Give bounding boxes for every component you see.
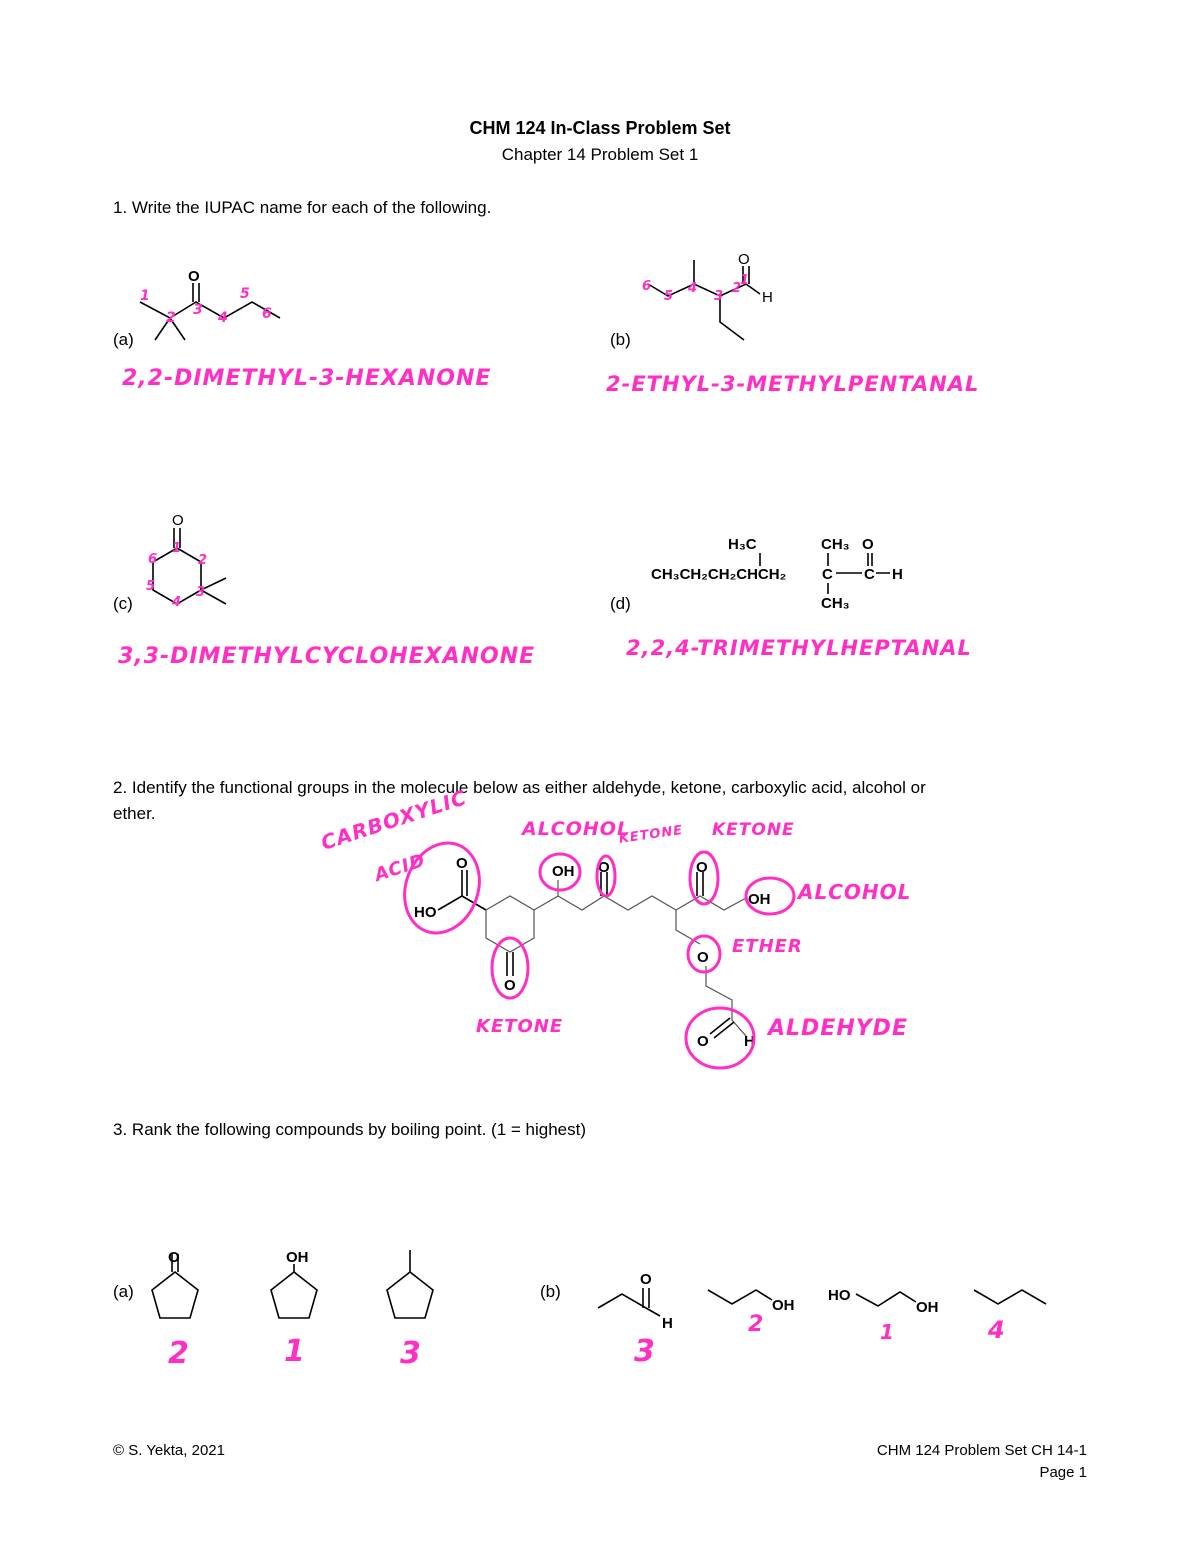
- atom-o: O: [640, 1271, 652, 1288]
- annotation-acid: ACID: [372, 849, 429, 886]
- question-number: 2.: [113, 778, 128, 797]
- annotation-alcohol-right: ALCOHOL: [798, 880, 912, 904]
- label-3a: (a): [113, 1282, 134, 1301]
- atom-ho: HO: [828, 1287, 851, 1304]
- atom-ch3-bottom: CH₃: [821, 595, 850, 612]
- footer-doc-id: CHM 124 Problem Set CH 14-1: [876, 1442, 1087, 1459]
- atom-chain: CH₃CH₂CH₂CHCH₂: [651, 566, 787, 583]
- bond-butane: [974, 1290, 1046, 1304]
- structure-1d: [651, 536, 903, 612]
- atom-o: O: [172, 512, 184, 529]
- atom-h: H: [744, 1033, 755, 1050]
- rank-3a-3: 3: [400, 1336, 422, 1371]
- bond-chain-2: [676, 896, 746, 910]
- bond-cyclopentanol-ring: [271, 1272, 317, 1318]
- rank-3a-2: 1: [284, 1334, 306, 1369]
- bond-ether-2: [706, 966, 746, 1036]
- rank-3b-1: 3: [634, 1334, 656, 1369]
- atom-o: O: [697, 949, 709, 966]
- atom-oh: OH: [286, 1249, 309, 1266]
- bond-cooh: [438, 870, 467, 910]
- structure-1a: [140, 268, 280, 340]
- bond-propanol: [708, 1290, 772, 1304]
- label-3b: (b): [540, 1282, 561, 1301]
- atom-o: O: [696, 859, 708, 876]
- bond-chain: [558, 896, 676, 910]
- carbon-number: 4: [172, 595, 182, 610]
- circle-carboxylic-acid: [392, 832, 491, 943]
- carbon-number: 5: [240, 286, 250, 302]
- answer-1d: 2,2,4-TRIMETHYLHEPTANAL: [626, 636, 972, 660]
- question-prompt: Write the IUPAC name for each of the following.: [131, 198, 492, 217]
- carbon-number: 6: [262, 306, 272, 322]
- atom-h: H: [892, 566, 903, 583]
- carbon-number: 1: [172, 541, 182, 556]
- structure-3a: [152, 1249, 433, 1318]
- question-number: 3.: [113, 1120, 128, 1139]
- answer-1b: 2-ETHYL-3-METHYLPENTANAL: [606, 372, 980, 396]
- carbon-number: 4: [218, 310, 228, 326]
- atom-oh: OH: [916, 1299, 939, 1316]
- carbon-number: 5: [664, 289, 674, 304]
- bond-propanal: [598, 1294, 660, 1316]
- annotation-ketone-top-2: KETONE: [712, 820, 795, 840]
- atom-oh: OH: [748, 891, 771, 908]
- bond-cyclopentanone-ring: [152, 1272, 198, 1318]
- atom-o: O: [188, 268, 200, 285]
- rank-3a-1: 2: [168, 1336, 190, 1371]
- bond-carbonyl: [193, 283, 199, 302]
- atom-oh: OH: [772, 1297, 795, 1314]
- carbon-number: 1: [140, 288, 150, 304]
- answer-1c: 3,3-DIMETHYLCYCLOHEXANONE: [118, 644, 536, 669]
- label-1b: (b): [610, 330, 631, 349]
- atom-o: O: [738, 251, 750, 268]
- atom-o: O: [456, 855, 468, 872]
- carbon-number: 6: [642, 279, 652, 294]
- carbon-number: 3: [193, 302, 203, 318]
- atom-h3c: H₃C: [728, 536, 757, 553]
- annotation-ketone-bottom: KETONE: [476, 1016, 564, 1037]
- page-subtitle: Chapter 14 Problem Set 1: [501, 145, 699, 164]
- question-prompt: Rank the following compounds by boiling point. (1 = highest): [131, 1120, 586, 1139]
- atom-o: O: [697, 1033, 709, 1050]
- carbon-number: 2: [166, 310, 176, 326]
- carbon-number: 2: [732, 281, 742, 296]
- carbon-number: 6: [148, 552, 158, 567]
- atom-carbonyl-c: C: [864, 566, 875, 583]
- question-prompt: Identify the functional groups in the molecule below as either aldehyde, ketone, carboxylic acid, alcohol or: [131, 778, 926, 797]
- question-number: 1.: [113, 198, 128, 217]
- atom-quaternary-c: C: [822, 566, 833, 583]
- footer-copyright: © S. Yekta, 2021: [113, 1442, 225, 1459]
- atom-o: O: [598, 859, 610, 876]
- page-title: CHM 124 In-Class Problem Set: [469, 118, 731, 138]
- question-2-continued: ether.: [113, 804, 156, 823]
- bond-diol: [856, 1292, 916, 1306]
- carbon-number: 5: [146, 579, 156, 594]
- footer-page-number: Page 1: [1039, 1464, 1087, 1481]
- bond-ethyl: [720, 296, 744, 340]
- rank-3b-2: 2: [748, 1312, 765, 1337]
- carbon-number: 3: [196, 585, 206, 600]
- carbon-number: 4: [688, 281, 698, 296]
- carbon-number: 1: [740, 273, 750, 288]
- bond-ring: [486, 896, 534, 952]
- structure-1b: [642, 251, 773, 340]
- label-1a: (a): [113, 330, 134, 349]
- atom-o: O: [504, 977, 516, 994]
- bond-methylcyclopentane-ring: [387, 1272, 433, 1318]
- label-1c: (c): [113, 594, 133, 613]
- bond-ring-ketone: [507, 952, 513, 976]
- annotation-aldehyde: ALDEHYDE: [768, 1016, 908, 1041]
- structure-3b: [598, 1271, 1046, 1332]
- atom-o: O: [862, 536, 874, 553]
- atom-h: H: [662, 1315, 673, 1332]
- carbon-number: 3: [714, 289, 724, 304]
- annotation-ether: ETHER: [732, 936, 803, 957]
- annotation-alcohol-top: ALCOHOL: [522, 818, 631, 840]
- annotation-ketone-top-1: KETONE: [618, 823, 685, 847]
- annotation-carboxylic: CARBOXYLIC: [318, 785, 470, 855]
- atom-o: O: [168, 1249, 180, 1266]
- bond-carbonyl: [643, 1288, 649, 1308]
- atom-ch3-top: CH₃: [821, 536, 850, 553]
- atom-ho: HO: [414, 904, 437, 921]
- label-1d: (d): [610, 594, 631, 613]
- structure-1c: [146, 512, 226, 610]
- rank-3b-3: 1: [880, 1320, 895, 1344]
- bond-chain: [140, 302, 280, 318]
- answer-1a: 2,2-DIMETHYL-3-HEXANONE: [122, 366, 492, 391]
- rank-3b-4: 4: [988, 1316, 1006, 1344]
- atom-h: H: [762, 289, 773, 306]
- bond-aldehyde: [710, 1018, 734, 1038]
- carbon-number: 2: [198, 553, 208, 568]
- atom-oh: OH: [552, 863, 575, 880]
